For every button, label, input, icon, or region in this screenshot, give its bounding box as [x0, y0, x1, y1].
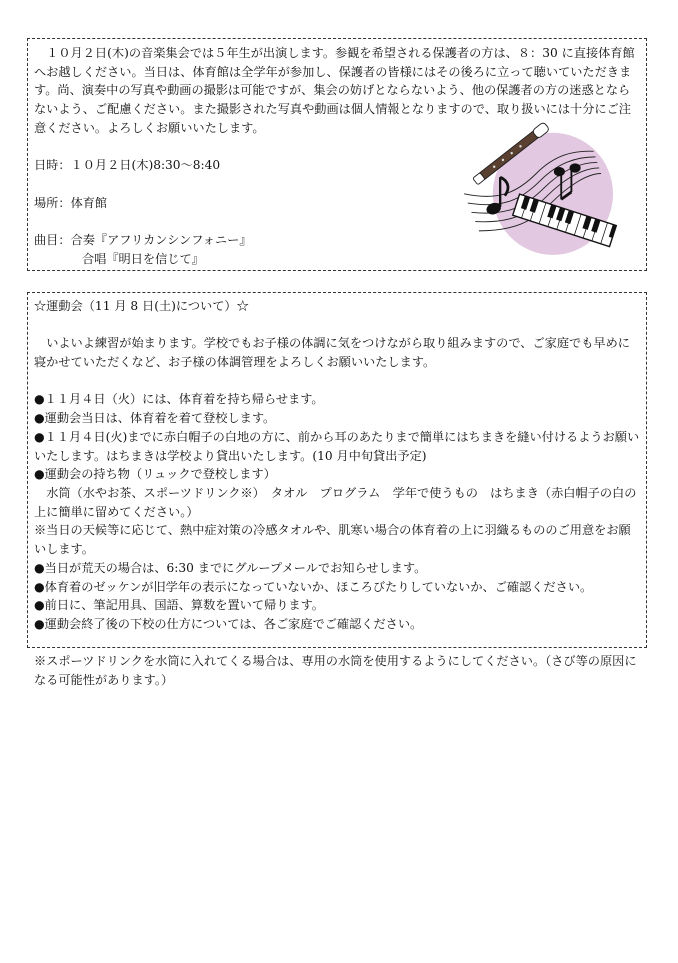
list-item: ●前日に、筆記用具、国語、算数を置いて帰ります。	[34, 598, 324, 613]
drink-note: ※スポーツドリンクを水筒に入れてくる場合は、専用の水筒を使用するようにしてください。（さび等の原因になる可能性があります。）	[34, 654, 637, 688]
bullet-icon: ●	[34, 579, 45, 594]
bullet-icon: ●	[34, 411, 45, 426]
datetime-label: 日時：	[34, 158, 71, 173]
bullet-icon: ●	[34, 429, 45, 444]
place-label: 場所：	[34, 195, 71, 210]
weather-note: ※当日の天候等に応じて、熱中症対策の冷感タオルや、肌寒い場合の体育着の上に羽織るもののご用意をお願いします。	[34, 523, 631, 557]
list-item: ●当日が荒天の場合は、6:30 までにグループメールでお知らせします。	[34, 560, 427, 575]
list-item: ●運動会終了後の下校の仕方については、各ご家庭でご確認ください。	[34, 616, 423, 631]
list-item: ●体育着のゼッケンが旧学年の表示になっていないか、ほころびたりしていないか、ご確認ください。	[34, 579, 593, 594]
songs-label: 曲目：	[34, 232, 71, 247]
sports-day-heading: ☆運動会（11 月 8 日(土)について）☆	[34, 299, 249, 313]
bullet-icon: ●	[34, 560, 45, 575]
bullet-icon: ●	[34, 467, 45, 482]
list-item: ●運動会の持ち物（リュックで登校します）	[34, 467, 276, 482]
song-chorus: 合唱『明日を信じて』	[82, 251, 204, 266]
list-item: ●運動会当日は、体育着を着て登校します。	[34, 411, 276, 426]
music-assembly-notice	[27, 38, 647, 271]
music-illustration-icon	[453, 122, 638, 262]
list-item: ●１１月４日(火)までに赤白帽子の白地の方に、前から耳のあたりまで簡単にはちまきを縫い付けるようお願いいたします。はちまきは学校より貸出いたします。(10 月中旬貸出予定)	[34, 429, 640, 463]
sports-day-intro: いよいよ練習が始まります。学校でもお子様の体調に気をつけながら取り組みますので、ご家庭でも早めに寝かせていただくなど、お子様の体調管理をよろしくお願いいたします。	[34, 336, 630, 370]
bullet-icon: ●	[34, 598, 45, 613]
bullet-icon: ●	[34, 392, 45, 407]
belongings-list: 水筒（水やお茶、スポーツドリンク※） タオル プログラム 学年で使うもの はちまき（赤白帽子の白の上に簡単に留めてください。）	[34, 486, 637, 519]
datetime-value: １０月２日(木)8:30～8:40	[70, 158, 221, 173]
list-item: ●１１月４日（火）には、体育着を持ち帰らせます。	[34, 392, 324, 407]
place-value: 体育館	[70, 195, 108, 210]
music-assembly-intro: １０月２日(木)の音楽集会では５年生が出演します。参観を希望される保護者の方は、８：30 に直接体育館へお越しください。当日は、体育館は全学年が参加し、保護者の皆様にはその後ろに立って聴いていただきます。尚、演奏中の写真や動画の撮影は可能ですが、集会の妨げとならないよう、他の保護者の方の迷惑とならないよう、ご配慮ください。また撮影された写真や動画は個人情報となりますので、取り扱いには十分にご注意ください。よろしくお願いいたします。	[34, 46, 635, 135]
bullet-icon: ●	[34, 616, 45, 631]
song-ensemble: 合奏『アフリカンシンフォニー』	[70, 232, 252, 247]
sports-day-notice	[27, 292, 647, 688]
